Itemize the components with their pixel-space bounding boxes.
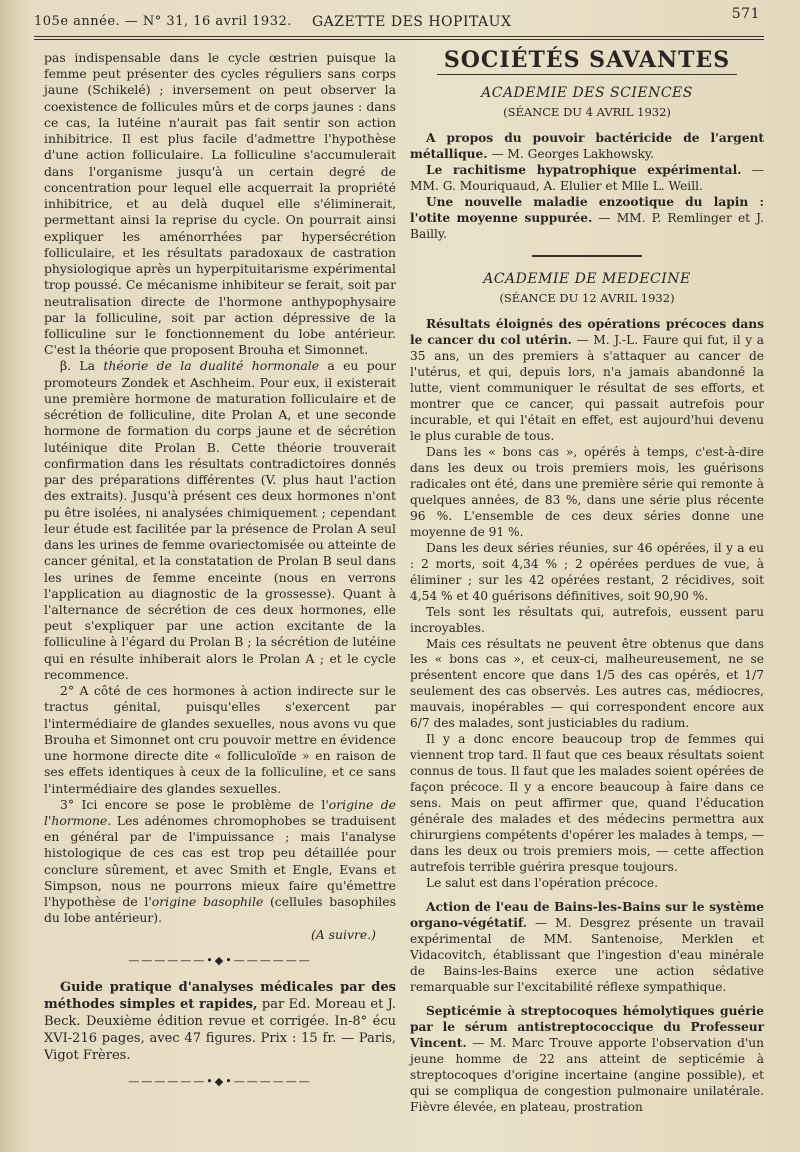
right-column: [410, 47, 764, 1116]
header-rule-2: [34, 39, 764, 40]
paragraph: Mais ces résultats ne peuvent être obtenus que dans les « bons cas », et ceux-ci, malheureusement, ne se présentent encore que dans 1/5 des cas opérés, et 1/7 seulement des cas observés. Les autres cas, médiocres, mauvais, inopérables — qui correspondent encore aux 6/7 des malades, sont justiciables du radium.: [410, 636, 764, 731]
academy-title: ACADEMIE DE MEDECINE: [483, 270, 691, 287]
paragraph: Il y a donc encore beaucoup trop de femmes qui viennent trop tard. Il faut que ces beaux résultats soient connus de tous. Il faut que les malades soient opérées de façon précoce. Il y a encore beaucoup à faire dans ce sens. Mais on peut affirmer que, quand l'éducation générale des malades et des médecins permettra aux chirurgiens compétents d'opérer les malades à temps, — dans les deux ou trois premiers mois, — cette affection autrefois terrible guérira presque toujours.: [410, 732, 764, 875]
paragraph: pas indispensable dans le cycle œstrien puisque la femme peut présenter des cycles réguliers sans corps jaune (Schikelé) ; inversement on peut observer la coexistence de follicules mûrs et de corps jaunes : dans ce cas, la lutéine n'aurait pas fait sentir son action inhibitrice. Il est plus facile d'admettre l'hypothèse d'une action folliculaire. La folliculine s'accumulerait dans l'organisme jusqu'à un certain degré de concentration pour lequel elle acquerrait la propriété inhibitrice, et au delà duquel elle s'éliminerait, permettant ainsi la reprise du cycle. On pourrait ainsi expliquer les aménorrhées par hypersécrétion folliculaire, et les résultats paradoxaux de castration physiologique après un hyperpituitarisme expérimental trop poussé. Ce mécanisme inhibiteur se ferait, soit par neutralisation directe de l'hormone anthypophysaire par la folliculine, soit par action dépressive de la folliculine sur le fonctionnement du lobe antérieur. C'est la théorie que proposent Brouha et Simonnet.: [44, 50, 396, 358]
page-header: [34, 6, 760, 32]
paragraph: β. La théorie de la dualité hormonale a eu pour promoteurs Zondek et Aschheim. Pour eux, il existerait une première hormone de maturation folliculaire et de sécrétion de folliculine, dite Prolan A, et une seconde hormone de formation du corps jaune et de sécrétion lutéinique dite Prolan B. Cette théorie trouverait confirmation dans les résultats contradictoires donnés par des préparations différentes (V. plus haut l'action des extraits). Jusqu'à présent ces deux hormones n'ont pu être isolées, ni analysées chimiquement ; cependant leur étude est facilitée par la présence de Prolan A seul dans les urines de femme ovariectomisée ou atteinte de cancer génital, et la constatation de Prolan B seul dans les urines de femme enceinte (nous en verrons l'application au diagnostic de la grossesse). Quant à l'alternance de sécrétion de ces deux hormones, elle peut s'expliquer par une action excitante de la folliculine à l'égard du Prolan B ; la sécrétion de lutéine qui en résulte inhiberait alors le Prolan A ; et le cycle recommence.: [44, 358, 396, 682]
header-rule: [34, 36, 764, 37]
ornament-divider: ——————•◆•——————: [128, 1075, 312, 1089]
paragraph: Septicémie à streptocoques hémolytiques guérie par le sérum antistreptococcique du Professeur Vincent. — M. Marc Trouve apporte l'observation d'un jeune homme de 22 ans atteint de septicémie à streptocoques d'origine incertaine (angine possible), et qui se compliqua de congestion pulmonaire unilatérale. Fièvre élevée, en plateau, prostration: [410, 1004, 764, 1115]
journal-title: GAZETTE DES HOPITAUX: [312, 14, 512, 30]
academy-divider: [532, 255, 642, 257]
to-be-continued: (A suivre.): [310, 926, 376, 942]
paragraph: Résultats éloignés des opérations précoces dans le cancer du col utérin. — M. J.-L. Faure qui fut, il y a 35 ans, un des premiers à s'attaquer au cancer de l'utérus, et qui, depuis lors, n'a jamais abandonné la lutte, vient communiquer le résultat de ses efforts, et montrer que ce cancer, qui passait autrefois pour incurable, et qui l'était en effet, est aujourd'hui devenu le plus curable de tous.: [410, 316, 764, 443]
book-notice: Guide pratique d'analyses médicales par des méthodes simples et rapides, par Ed. Moreau et J. Beck. Deuxième édition revue et corrigée. In-8° écu XVI-216 pages, avec 47 figures. Prix : 15 fr. — Paris, Vigot Frères.: [44, 980, 397, 1064]
paragraph: 2° A côté de ces hormones à action indirecte sur le tractus génital, puisqu'elles s'exercent par l'intermédiaire de glandes sexuelles, nous avons vu que Brouha et Simonnet ont cru pouvoir mettre en évidence une hormone directe dite « folliculoïde » en raison de ses effets identiques à ceux de la folliculine, et ce sans l'intermédiaire des glandes sexuelles.: [44, 683, 396, 796]
paragraph: Dans les deux séries réunies, sur 46 opérées, il y a eu : 2 morts, soit 4,34 % ; 2 opérées perdues de vue, à éliminer ; sur les 42 opérées restant, 2 récidives, soit 4,54 % et 40 guérisons définitives, soit 90,90 %.: [410, 540, 764, 603]
left-column: [44, 50, 396, 1100]
seance-date: (SÉANCE DU 4 AVRIL 1932): [503, 104, 671, 119]
page-number: 571: [731, 6, 760, 22]
issue-info: 105e année. — N° 31, 16 avril 1932.: [34, 14, 292, 29]
communication-item: A propos du pouvoir bactéricide de l'argent métallique. — M. Georges Lakhowsky.: [410, 130, 764, 161]
paragraph: Tels sont les résultats qui, autrefois, eussent paru incroyables.: [410, 604, 764, 635]
communication-item: Le rachitisme hypatrophique expérimental. — MM. G. Mouriquaud, A. Elulier et Mlle L. Weill.: [410, 162, 764, 193]
paragraph: Le salut est dans l'opération précoce.: [426, 876, 658, 891]
paragraph: Dans les « bons cas », opérés à temps, c'est-à-dire dans les deux ou trois premiers mois, les guérisons radicales ont été, dans une première série qui remonte à quelques années, de 83 %, dans une série plus récente 96 %. L'ensemble de ces deux séries donne une moyenne de 91 %.: [410, 444, 764, 539]
ornament-divider: ——————•◆•——————: [128, 953, 312, 967]
academy-title: ACADEMIE DES SCIENCES: [481, 84, 693, 101]
communication-item: Une nouvelle maladie enzootique du lapin : l'otite moyenne suppurée. — MM. P. Remlinger et J. Bailly.: [410, 194, 764, 241]
section-rule: [437, 74, 737, 75]
seance-date: (SÉANCE DU 12 AVRIL 1932): [499, 290, 675, 305]
paragraph: Action de l'eau de Bains-les-Bains sur le système organo-végétatif. — M. Desgrez présente un travail expérimental de MM. Santenoise, Merklen et Vidacovitch, établissant que l'ingestion d'eau minérale de Bains-les-Bains exerce une action sédative remarquable sur l'excitabilité réflexe sympathique.: [410, 900, 764, 995]
section-title: SOCIÉTÉS SAVANTES: [443, 47, 731, 73]
paragraph: 3° Ici encore se pose le problème de l'origine de l'hormone. Les adénomes chromophobes se traduisent en général par de l'impuissance ; mais l'analyse histologique de ces cas est trop peu détaillée pour conclure sûrement, et avec Smith et Engle, Evans et Simpson, nous ne pourrons mieux faire qu'émettre l'hypothèse de l'origine basophile (cellules basophiles du lobe antérieur).: [44, 796, 396, 926]
